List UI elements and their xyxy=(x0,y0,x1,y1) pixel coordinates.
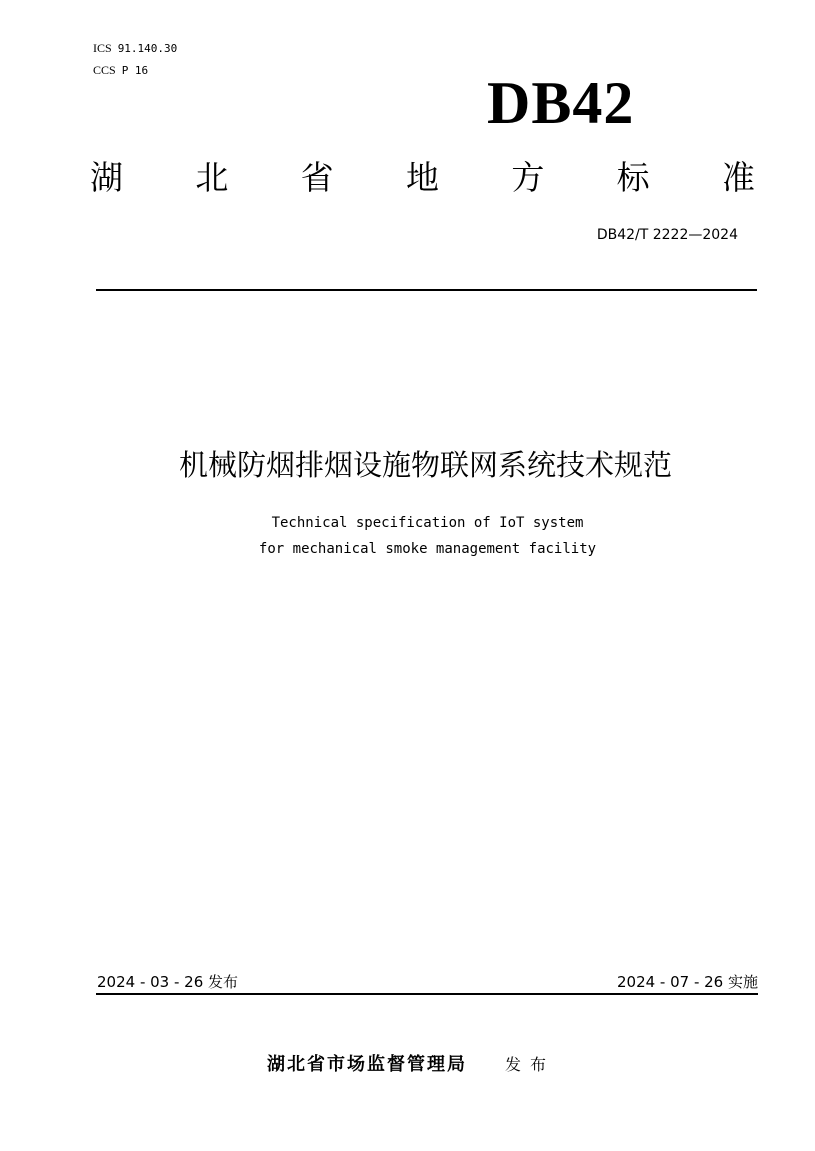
bottom-divider xyxy=(96,993,758,995)
ccs-value: P 16 xyxy=(121,64,149,77)
publish-label: 发 布 xyxy=(504,1055,549,1074)
document-title-english-line2: for mechanical smoke management facility xyxy=(258,541,597,557)
publisher-line xyxy=(0,1052,815,1078)
standard-type-char: 准 xyxy=(721,158,755,197)
implementation-date: 2024 - 07 - 26 实施 xyxy=(616,973,758,991)
standard-number: DB42/T 2222—2024 xyxy=(596,227,738,243)
standard-logo: DB42 xyxy=(487,70,635,136)
standard-type-char: 方 xyxy=(511,158,545,197)
ccs-classification xyxy=(93,63,148,78)
ics-value: 91.140.30 xyxy=(117,42,178,55)
standard-type-title xyxy=(90,156,755,200)
document-title-chinese: 机械防烟排烟设施物联网系统技术规范 xyxy=(178,448,672,482)
standard-type-char: 省 xyxy=(300,158,334,197)
standard-type-char: 湖 xyxy=(90,158,123,197)
publisher-name: 湖北省市场监督管理局 xyxy=(266,1054,467,1075)
issue-date: 2024 - 03 - 26 发布 xyxy=(97,973,239,991)
ics-classification xyxy=(93,41,177,56)
standard-type-char: 北 xyxy=(195,158,229,197)
ics-label: ICS xyxy=(93,41,112,55)
document-title-english-line1: Technical specification of IoT system xyxy=(271,515,584,531)
standard-type-char: 标 xyxy=(616,158,650,197)
standard-type-char: 地 xyxy=(405,158,439,197)
ccs-label: CCS xyxy=(93,63,116,77)
top-divider xyxy=(96,289,757,291)
